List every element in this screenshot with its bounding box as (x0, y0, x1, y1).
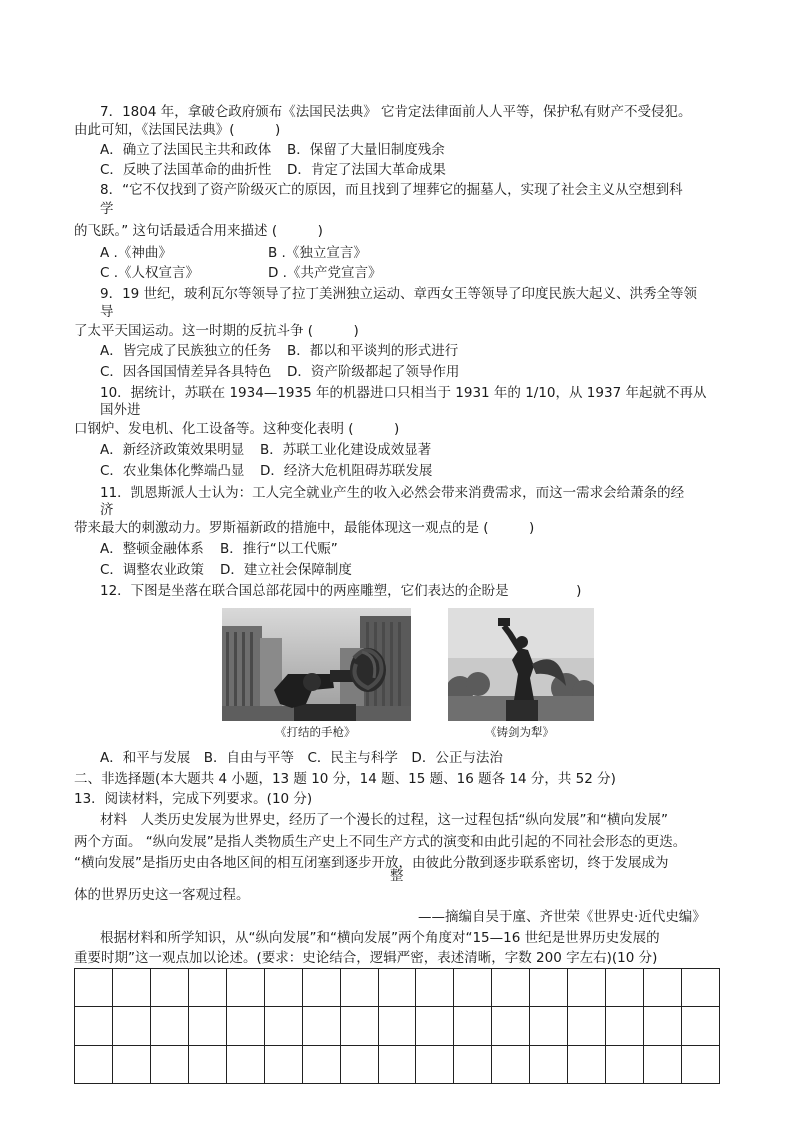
q12-stem: 12．下图是坐落在联合国总部花园中的两座雕塑，它们表达的企盼是 ) (100, 583, 582, 599)
answer-grid-cell[interactable] (188, 1045, 226, 1083)
answer-grid-cell[interactable] (264, 1045, 302, 1083)
q11-option-c[interactable]: C．调整农业政策 (100, 562, 204, 578)
answer-grid-cell[interactable] (492, 1045, 530, 1083)
answer-grid-cell[interactable] (644, 1007, 682, 1045)
q9-option-d[interactable]: D．资产阶级都起了领导作用 (287, 364, 460, 380)
answer-grid-cell[interactable] (302, 1045, 340, 1083)
answer-grid-cell[interactable] (226, 1045, 264, 1083)
q12-options: A．和平与发展 B．自由与平等 C．民主与科学 D．公正与法治 (100, 750, 503, 766)
answer-grid-cell[interactable] (150, 1045, 188, 1083)
q11-option-d[interactable]: D．建立社会保障制度 (220, 562, 352, 578)
q13-material-line3: “横向发展”是指历史由各地区间的相互闭塞到逐步开放，由彼此分散到逐步联系密切，终于发展成为 (74, 855, 669, 871)
knotted-gun-caption: 《打结的手枪》 (275, 725, 356, 739)
q7-options-row2 (100, 161, 446, 179)
q13-title: 13．阅读材料，完成下列要求。(10 分) (74, 791, 313, 807)
q7-options-row1 (100, 141, 445, 159)
answer-grid-cell[interactable] (340, 1045, 378, 1083)
answer-grid-cell[interactable] (378, 969, 416, 1007)
q13-material-line4: 体的世界历史这一客观过程。 (74, 887, 250, 903)
q7-option-a[interactable]: A．确立了法国民主共和政体 (100, 142, 272, 158)
answer-grid-cell[interactable] (416, 1007, 454, 1045)
answer-grid-cell[interactable] (682, 1007, 720, 1045)
q10-stem-line2: 口钢炉、发电机、化工设备等。这种变化表明 ( ) (74, 421, 400, 437)
answer-grid-cell[interactable] (416, 969, 454, 1007)
answer-grid-cell[interactable] (530, 1007, 568, 1045)
q10-option-c[interactable]: C．农业集体化弊端凸显 (100, 463, 245, 479)
answer-grid-row (75, 1007, 720, 1045)
q9-option-b[interactable]: B．都以和平谈判的形式进行 (287, 343, 459, 359)
answer-grid-cell[interactable] (75, 1045, 113, 1083)
answer-grid-cell[interactable] (568, 1045, 606, 1083)
answer-grid-cell[interactable] (302, 1007, 340, 1045)
q13-requirement-line2: 重要时期”这一观点加以论述。(要求：史论结合，逻辑严密，表述清晰，字数 200 字左右)(10 分) (74, 950, 658, 966)
q7-stem-line2: 由此可知，《法国民法典》( ) (74, 122, 281, 138)
q10-options-row1 (100, 441, 431, 459)
q10-stem-wrap: 国外进 (100, 402, 141, 418)
answer-grid-cell[interactable] (226, 1007, 264, 1045)
q8-stem-wrap: 学 (100, 201, 114, 217)
answer-grid-cell[interactable] (340, 1007, 378, 1045)
q10-stem-line1: 10．据统计，苏联在 1934—1935 年的机器进口只相当于 1931 年的 1/10，从 1937 年起就不再从 (100, 385, 707, 401)
answer-grid-cell[interactable] (150, 1007, 188, 1045)
answer-grid-cell[interactable] (226, 969, 264, 1007)
q7-stem-line1: 7．1804 年，拿破仑政府颁布《法国民法典》 它肯定法律面前人人平等，保护私有财产不受侵犯。 (100, 104, 692, 120)
answer-grid-cell[interactable] (644, 969, 682, 1007)
answer-grid (74, 968, 720, 1084)
q8-options-row2 (100, 264, 381, 282)
answer-grid-cell[interactable] (492, 969, 530, 1007)
answer-grid-cell[interactable] (188, 969, 226, 1007)
q9-option-c[interactable]: C．因各国国情差异各具特色 (100, 364, 272, 380)
q9-stem-line1: 9．19 世纪，玻利瓦尔等领导了拉丁美洲独立运动、章西女王等领导了印度民族大起义、洪秀全等领 (100, 286, 698, 302)
answer-grid-cell[interactable] (454, 969, 492, 1007)
q8-options-row1 (100, 244, 367, 262)
answer-grid-cell[interactable] (416, 1045, 454, 1083)
answer-grid-cell[interactable] (264, 969, 302, 1007)
q11-option-a[interactable]: A．整顿金融体系 (100, 541, 204, 557)
q11-stem-line2: 带来最大的刺激动力。罗斯福新政的措施中，最能体现这一观点的是 ( ) (74, 520, 535, 536)
answer-grid-cell[interactable] (492, 1007, 530, 1045)
q13-material-line1: 材料 人类历史发展为世界史，经历了一个漫长的过程，这一过程包括“纵向发展”和“横向发展” (100, 812, 668, 828)
q11-stem-line1: 11．凯恩斯派人士认为：工人完全就业产生的收入必然会带来消费需求，而这一需求会给萧条的经 (100, 485, 685, 501)
q11-stem-wrap: 济 (100, 502, 114, 518)
q9-stem-line2: 了太平天国运动。这一时期的反抗斗争 ( ) (74, 323, 359, 339)
q7-option-b[interactable]: B．保留了大量旧制度残余 (287, 142, 445, 158)
q13-material-line2: 两个方面。 “纵向发展”是指人类物质生产史上不同生产方式的演变和由此引起的不同社会形态的更迭。 (74, 834, 687, 850)
answer-grid-cell[interactable] (530, 1045, 568, 1083)
swords-to-plowshares-caption: 《铸剑为犁》 (485, 725, 554, 739)
q8-option-c[interactable]: C .《人权宣言》 (100, 265, 200, 281)
q11-options-row1 (100, 540, 338, 558)
q11-options-row2 (100, 561, 352, 579)
q8-stem-line1: 8．“它不仅找到了资产阶级灭亡的原因，而且找到了埋葬它的掘墓人，实现了社会主义从空想到科 (100, 182, 683, 198)
swords-to-plowshares-photo (448, 608, 594, 721)
answer-grid-cell[interactable] (378, 1007, 416, 1045)
answer-grid-cell[interactable] (188, 1007, 226, 1045)
q9-option-a[interactable]: A．皆完成了民族独立的任务 (100, 343, 272, 359)
answer-grid-cell[interactable] (75, 969, 113, 1007)
section-heading: 二、非选择题(本大题共 4 小题，13 题 10 分，14 题、15 题、16 题各 14 分，共 52 分) (74, 771, 616, 787)
answer-grid-cell[interactable] (112, 1045, 150, 1083)
q13-requirement-line1: 根据材料和所学知识，从“纵向发展”和“横向发展”两个角度对“15—16 世纪是世界历史发展的 (100, 930, 660, 946)
q13-source: ——摘编自吴于廑、齐世荣《世界史·近代史编》 (418, 909, 706, 925)
answer-grid-cell[interactable] (112, 1007, 150, 1045)
answer-grid-cell[interactable] (606, 969, 644, 1007)
answer-grid-cell[interactable] (682, 969, 720, 1007)
q11-option-b[interactable]: B．推行“以工代赈” (220, 541, 338, 557)
q10-options-row2 (100, 462, 432, 480)
answer-grid-cell[interactable] (568, 969, 606, 1007)
q8-option-a[interactable]: A .《神曲》 (100, 245, 172, 261)
answer-grid-cell[interactable] (340, 969, 378, 1007)
q10-option-d[interactable]: D．经济大危机阻碍苏联发展 (260, 463, 433, 479)
q10-option-b[interactable]: B．苏联工业化建设成效显著 (260, 442, 432, 458)
q8-option-d[interactable]: D .《共产党宣言》 (268, 265, 382, 281)
answer-grid-cell[interactable] (454, 1045, 492, 1083)
answer-grid-cell[interactable] (606, 1045, 644, 1083)
q7-option-d[interactable]: D．肯定了法国大革命成果 (287, 162, 446, 178)
q10-option-a[interactable]: A．新经济政策效果明显 (100, 442, 245, 458)
answer-grid-cell[interactable] (112, 969, 150, 1007)
q13-material-wrap: 整 (390, 868, 404, 884)
answer-grid-cell[interactable] (682, 1045, 720, 1083)
knotted-gun-photo (222, 608, 411, 721)
answer-grid-cell[interactable] (150, 969, 188, 1007)
q9-options-row1 (100, 342, 458, 360)
answer-grid-cell[interactable] (264, 1007, 302, 1045)
answer-grid-cell[interactable] (606, 1007, 644, 1045)
answer-grid-cell[interactable] (568, 1007, 606, 1045)
answer-grid-row (75, 969, 720, 1007)
q8-option-b[interactable]: B .《独立宣言》 (268, 245, 367, 261)
q9-stem-wrap: 导 (100, 304, 114, 320)
q8-stem-line2: 的飞跃。” 这句话最适合用来描述 ( ) (74, 223, 323, 239)
answer-grid-cell[interactable] (302, 969, 340, 1007)
answer-grid-cell[interactable] (454, 1007, 492, 1045)
answer-grid-cell[interactable] (530, 969, 568, 1007)
answer-grid-row (75, 1045, 720, 1083)
answer-grid-cell[interactable] (378, 1045, 416, 1083)
q9-options-row2 (100, 363, 459, 381)
answer-grid-cell[interactable] (75, 1007, 113, 1045)
answer-grid-cell[interactable] (644, 1045, 682, 1083)
q7-option-c[interactable]: C．反映了法国革命的曲折性 (100, 162, 272, 178)
